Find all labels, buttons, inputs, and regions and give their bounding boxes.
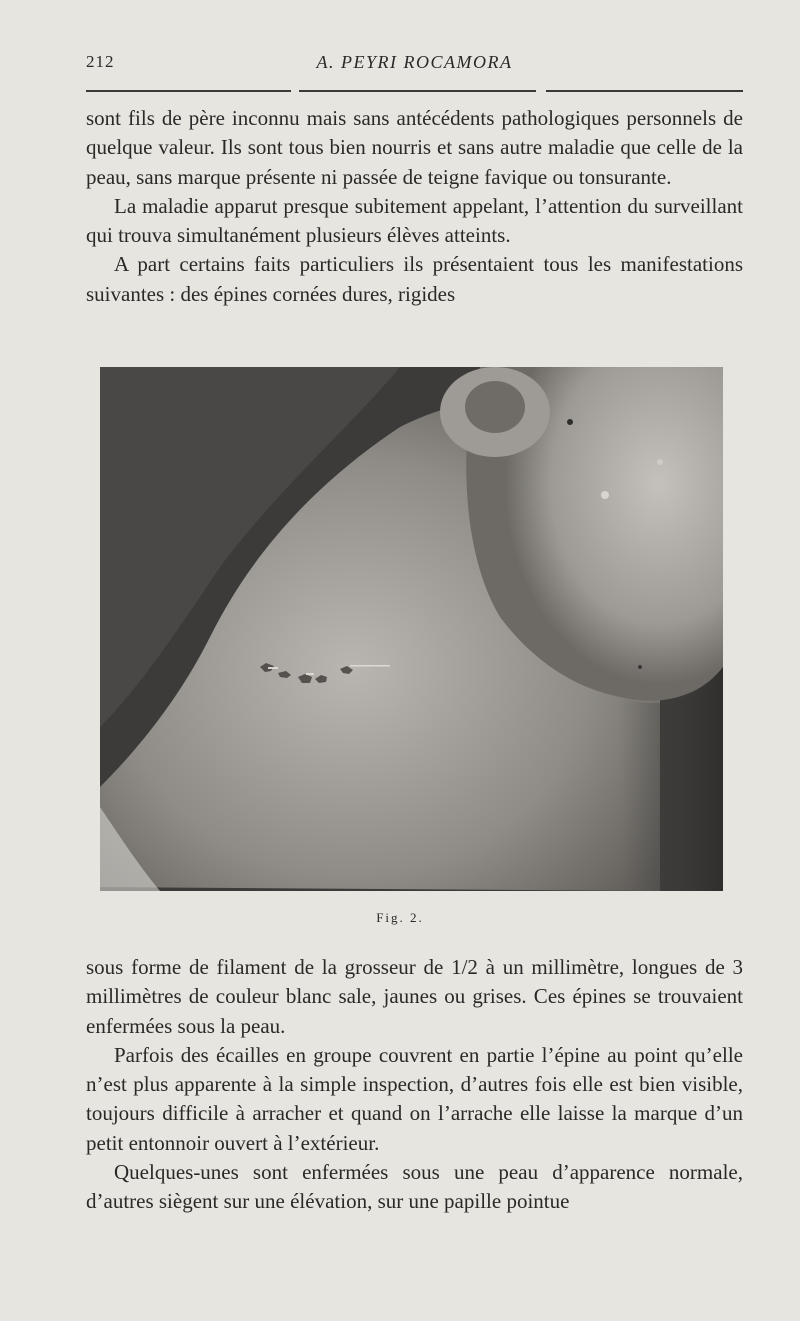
header-rule-middle — [299, 90, 536, 92]
header-rule-right — [546, 90, 743, 92]
running-head: A. PEYRI ROCAMORA — [316, 52, 513, 72]
neck-photo-drawing — [100, 367, 723, 891]
paragraph: Quelques-unes sont enfermées sous une peau d’apparence normale, d’autres siègent sur une élévation, sur une papille pointue — [86, 1160, 743, 1214]
page-header — [86, 52, 743, 82]
paragraph: sont fils de père inconnu mais sans antécédents pathologiques personnels de quelque valeur. Ils sont tous bien nourris et sans autre maladie que celle de la peau, sans marque présente ni passée de teigne favique ou tonsurante. — [86, 106, 743, 189]
paragraph: A part certains faits particuliers ils présentaient tous les manifestations suivantes : des épines cornées dures, rigides — [86, 252, 743, 306]
paragraph: Parfois des écailles en groupe couvrent en partie l’épine au point qu’elle n’est plus apparente à la simple inspection, d’autres fois elle est bien visible, toujours difficile à arracher et quand on l’arrache elle laisse la marque d’un petit entonnoir ouvert à l’extérieur. — [86, 1042, 743, 1155]
figure-caption: Fig. 2. — [376, 910, 424, 925]
figure-photograph — [100, 367, 723, 891]
body-text-bottom — [86, 953, 743, 1217]
page-number: 212 — [86, 52, 115, 71]
paragraph: sous forme de filament de la grosseur de 1/2 à un millimètre, longues de 3 millimètres de couleur blanc sale, jaunes ou grises. Ces épines se trouvaient enfermées sous la peau. — [86, 955, 743, 1038]
body-text-top — [86, 104, 743, 309]
header-rule-left — [86, 90, 291, 92]
paragraph: La maladie apparut presque subitement appelant, l’attention du surveillant qui trouva simultanément plusieurs élèves atteints. — [86, 193, 743, 248]
